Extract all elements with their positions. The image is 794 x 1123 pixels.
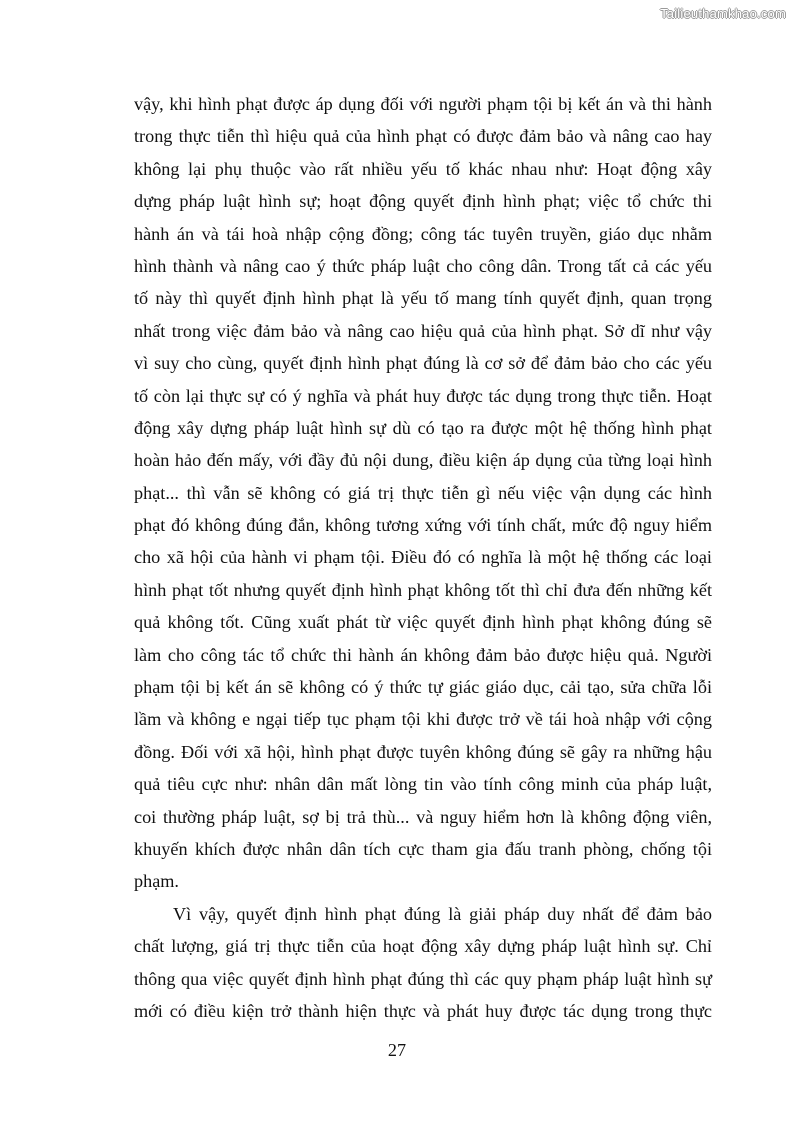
text-line: quả tiêu cực như: nhân dân mất lòng tin vào tính công minh của pháp luật, xyxy=(134,774,712,795)
text-line: dựng pháp luật hình sự; hoạt động quyết định hình phạt; việc tổ chức thi xyxy=(134,191,712,212)
text-line: khuyến khích được nhân dân tích cực tham gia đấu tranh phòng, chống tội xyxy=(134,838,712,859)
text-line: hoàn hảo đến mấy, với đầy đủ nội dung, điều kiện áp dụng của từng loại hình xyxy=(134,450,712,471)
text-line: hình thành và nâng cao ý thức pháp luật cho công dân. Trong tất cả các yếu xyxy=(134,255,712,276)
paragraph-1 xyxy=(134,88,712,898)
paragraph-2 xyxy=(134,898,712,1028)
watermark: Tailieuthamkhao.com xyxy=(660,6,786,21)
text-line: phạt... thì vẫn sẽ không có giá trị thực tiễn gì nếu việc vận dụng các hình xyxy=(134,482,712,503)
text-line: vì suy cho cùng, quyết định hình phạt đúng là cơ sở để đảm bảo cho các yếu xyxy=(134,353,712,374)
text-line: hành án và tái hoà nhập cộng đồng; công tác tuyên truyền, giáo dục nhằm xyxy=(134,223,712,244)
text-line: trong thực tiễn thì hiệu quả của hình phạt có được đảm bảo và nâng cao hay xyxy=(134,126,712,147)
page-body xyxy=(134,88,712,1027)
text-line: hình phạt tốt nhưng quyết định hình phạt không tốt thì chỉ đưa đến những kết xyxy=(134,579,712,600)
text-line: mới có điều kiện trở thành hiện thực và phát huy được tác dụng trong thực xyxy=(134,1000,712,1021)
text-line: cho xã hội của hành vi phạm tội. Điều đó có nghĩa là một hệ thống các loại xyxy=(134,547,712,568)
text-line: tố này thì quyết định hình phạt là yếu tố mang tính quyết định, quan trọng xyxy=(134,288,712,309)
text-line: quả không tốt. Cũng xuất phát từ việc quyết định hình phạt không đúng sẽ xyxy=(134,612,712,633)
text-line: vậy, khi hình phạt được áp dụng đối với người phạm tội bị kết án và thi hành xyxy=(134,94,712,114)
text-line: Vì vậy, quyết định hình phạt đúng là giải pháp duy nhất để đảm bảo xyxy=(173,903,712,924)
text-line: động xây dựng pháp luật hình sự dù có tạo ra được một hệ thống hình phạt xyxy=(134,417,712,438)
text-line: chất lượng, giá trị thực tiễn của hoạt động xây dựng pháp luật hình sự. Chỉ xyxy=(134,936,712,957)
text-line: lầm và không e ngại tiếp tục phạm tội khi được trở về tái hoà nhập với cộng xyxy=(134,709,712,730)
text-line: đồng. Đối với xã hội, hình phạt được tuyên không đúng sẽ gây ra những hậu xyxy=(134,741,712,762)
page-number: 27 xyxy=(387,1040,407,1060)
text-line: không lại phụ thuộc vào rất nhiều yếu tố khác nhau như: Hoạt động xây xyxy=(134,158,712,179)
text-line: tố còn lại thực sự có ý nghĩa và phát huy được tác dụng trong thực tiễn. Hoạt xyxy=(134,385,712,406)
text-line: nhất trong việc đảm bảo và nâng cao hiệu quả của hình phạt. Sở dĩ như vậy xyxy=(134,320,712,341)
text-line: phạt đó không đúng đắn, không tương xứng với tính chất, mức độ nguy hiểm xyxy=(134,515,712,536)
text-line: phạm tội bị kết án sẽ không có ý thức tự giác giáo dục, cải tạo, sửa chữa lỗi xyxy=(134,677,712,698)
text-line: làm cho công tác tổ chức thi hành án không đảm bảo được hiệu quả. Người xyxy=(134,644,712,665)
text-line: coi thường pháp luật, sợ bị trả thù... và nguy hiểm hơn là không động viên, xyxy=(134,806,712,827)
text-line: phạm. xyxy=(134,871,179,892)
text-line: thông qua việc quyết định hình phạt đúng thì các quy phạm pháp luật hình sự xyxy=(134,968,712,989)
